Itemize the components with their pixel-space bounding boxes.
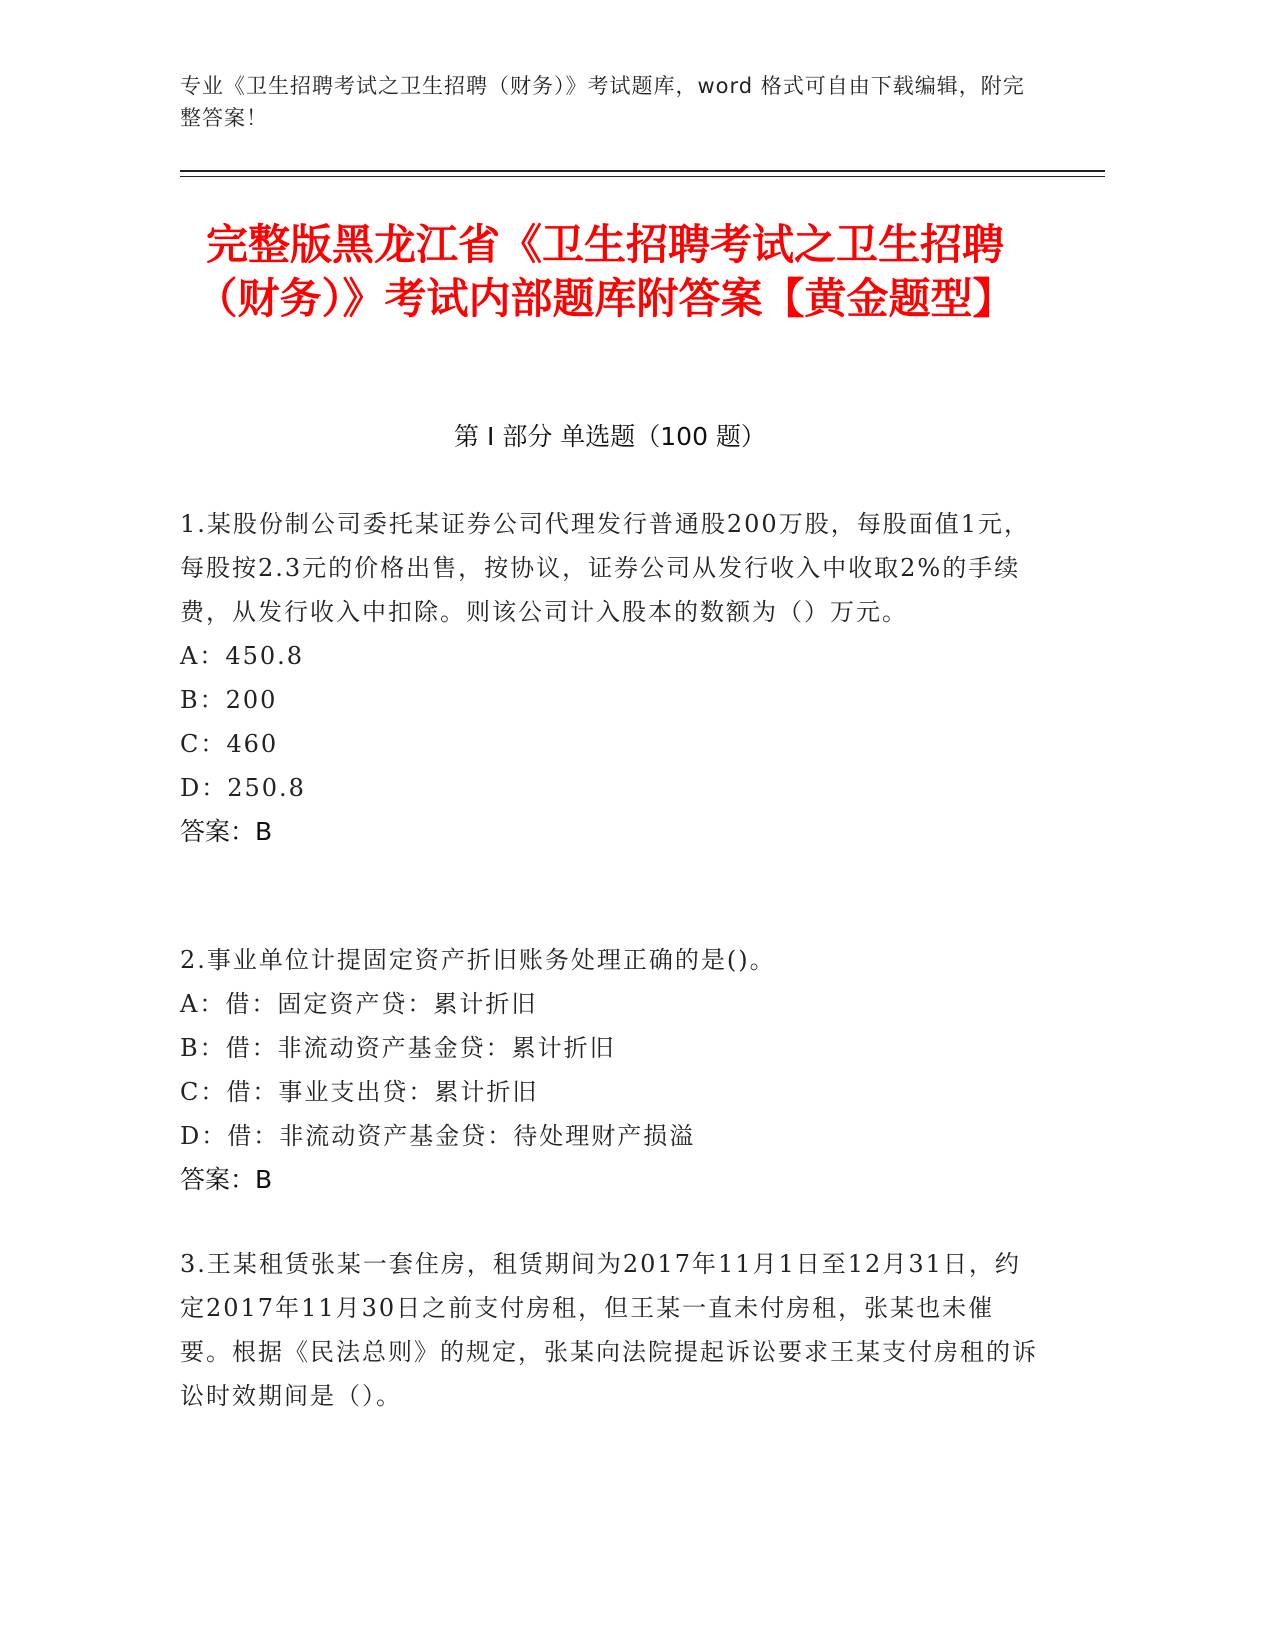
option-d: D：借：非流动资产基金贷：待处理财产损溢 xyxy=(180,1122,696,1150)
question-stem: 1.某股份制公司委托某证券公司代理发行普通股200万股，每股面值1元，每股按2.3元的价格出售，按协议，证券公司从发行收入中收取2%的手续费，从发行收入中扣除。则该公司计入股本的数额为（）万元。 xyxy=(180,510,1030,626)
header-divider-thick xyxy=(180,170,1105,172)
option-b: B：200 xyxy=(180,686,278,714)
header-divider-thin xyxy=(180,176,1105,177)
option-a: A：450.8 xyxy=(180,642,305,670)
question-3 xyxy=(180,1242,1040,1418)
header-note: 专业《卫生招聘考试之卫生招聘（财务）》考试题库，word 格式可自由下载编辑，附完整答案！ xyxy=(180,74,1025,130)
option-d: D：250.8 xyxy=(180,774,306,802)
document-title: 完整版黑龙江省《卫生招聘考试之卫生招聘（财务）》考试内部题库附答案【黄金题型】 xyxy=(195,220,1015,323)
option-c: C：460 xyxy=(180,730,279,758)
question-stem: 3.王某租赁张某一套住房，租赁期间为2017年11月1日至12月31日，约定2017年11月30日之前支付房租，但王某一直未付房租，张某也未催要。根据《民法总则》的规定，张某向法院提起诉讼要求王某支付房租的诉讼时效期间是（）。 xyxy=(180,1250,1038,1410)
option-b: B：借：非流动资产基金贷：累计折旧 xyxy=(180,1034,616,1062)
option-c: C：借：事业支出贷：累计折旧 xyxy=(180,1078,539,1106)
option-a: A：借：固定资产贷：累计折旧 xyxy=(180,990,538,1018)
question-stem: 2.事业单位计提固定资产折旧账务处理正确的是()。 xyxy=(180,946,776,974)
section-title: 第 I 部分 单选题（100 题） xyxy=(454,422,766,451)
question-2 xyxy=(180,938,1040,1202)
answer: 答案：B xyxy=(180,817,273,846)
question-1 xyxy=(180,502,1040,854)
answer: 答案：B xyxy=(180,1165,273,1194)
